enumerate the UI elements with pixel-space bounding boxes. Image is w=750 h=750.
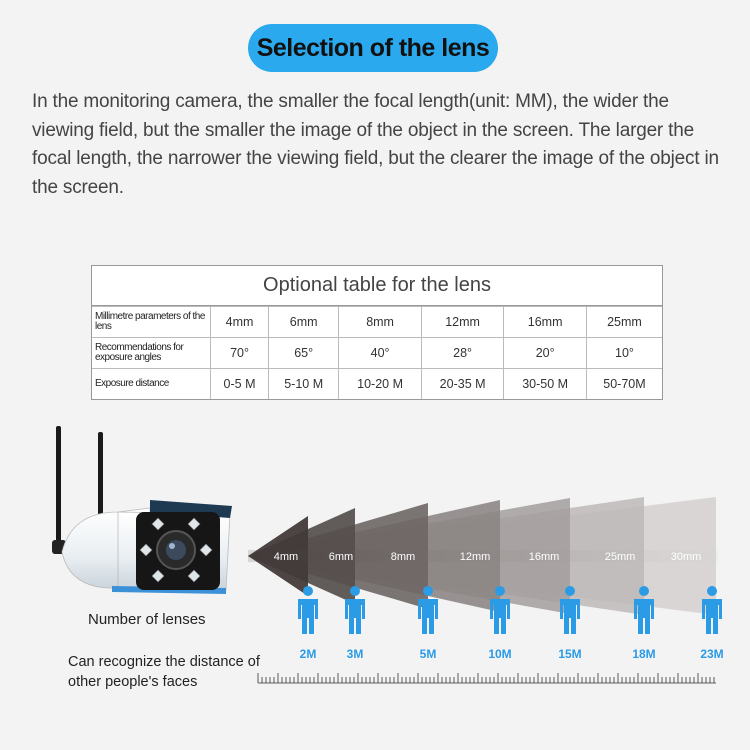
lens-label: 25mm <box>604 551 636 563</box>
intro-paragraph: In the monitoring camera, the smaller the focal length(unit: MM), the wider the viewing field, but the smaller the image of the object in the screen. The larger the focal length, the narrower the viewing field, but the clearer the image of the object in the screen. <box>32 91 719 198</box>
table-cell: 20-35 M <box>421 369 504 400</box>
table-cell: 40° <box>339 338 422 369</box>
distance-label: 5M <box>419 647 437 661</box>
table-cell: 10-20 M <box>339 369 422 400</box>
table-cell: 0-5 M <box>211 369 269 400</box>
page-title: Selection of the lens <box>256 33 490 62</box>
distance-label: 18M <box>632 647 656 661</box>
lens-label: 12mm <box>459 551 491 563</box>
table-cell: 5-10 M <box>269 369 339 400</box>
table-cell: 8mm <box>339 307 422 338</box>
table-cell: 4mm <box>211 307 269 338</box>
recognize-caption: Can recognize the distance of other people's faces <box>68 654 260 690</box>
distance-label: 10M <box>488 647 512 661</box>
lens-label: 8mm <box>390 551 416 563</box>
table-cell: 28° <box>421 338 504 369</box>
distance-ruler <box>258 673 716 683</box>
table-cell: 25mm <box>586 307 662 338</box>
table-cell: 12mm <box>421 307 504 338</box>
table-cell: 50-70M <box>586 369 662 400</box>
lens-label: 30mm <box>670 551 702 563</box>
table-cell: 6mm <box>269 307 339 338</box>
row-header-focal-length: Millimetre parameters of the lens <box>92 307 211 338</box>
camera-icon <box>52 426 232 594</box>
table-cell: 16mm <box>504 307 587 338</box>
lens-label: 4mm <box>273 551 299 563</box>
person-icon <box>298 586 318 634</box>
distance-label: 23M <box>700 647 724 661</box>
table-cell: 30-50 M <box>504 369 587 400</box>
distance-label: 3M <box>346 647 364 661</box>
row-header-exposure-distance: Exposure distance <box>92 369 211 400</box>
table-cell: 70° <box>211 338 269 369</box>
table-caption: Optional table for the lens <box>92 266 662 306</box>
row-header-exposure-angle: Recommendations for exposure angles <box>92 338 211 369</box>
lens-label: 16mm <box>528 551 560 563</box>
table-cell: 65° <box>269 338 339 369</box>
lens-label: 6mm <box>328 551 354 563</box>
table-cell: 20° <box>504 338 587 369</box>
lenses-caption: Number of lenses <box>88 611 206 628</box>
table-cell: 10° <box>586 338 662 369</box>
distance-label: 2M <box>299 647 317 661</box>
distance-label: 15M <box>558 647 582 661</box>
